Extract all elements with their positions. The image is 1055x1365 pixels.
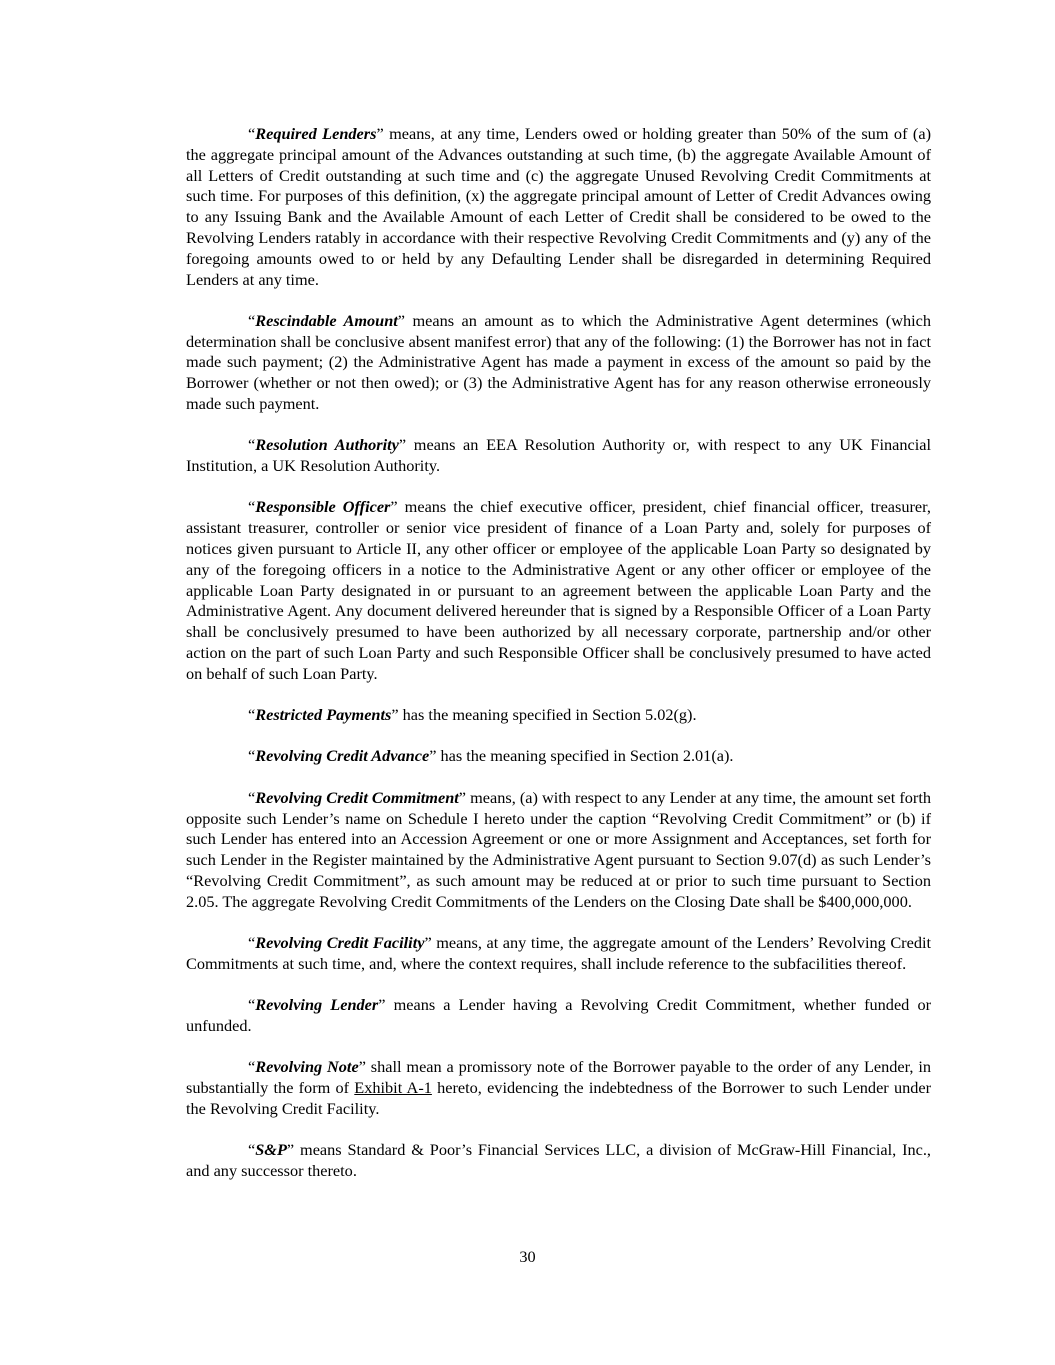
close-quote: ” [424,933,432,952]
definition-s-and-p [186,1140,931,1182]
definition-text: means, at any time, the aggregate amount of the Lenders’ Revolving Credit Commitments at such time, and, where the context requires, shall include reference to the subfacilities thereof. [186,933,932,973]
open-quote: “ [248,310,256,330]
defined-term: Responsible Officer [255,497,391,517]
definition-restricted-payments [186,705,931,726]
close-quote: ” [398,435,407,455]
open-quote: “ [248,1057,256,1077]
definition-text: means an EEA Resolution Authority or, with respect to any UK Financial Institution, a UK Resolution Authority. [186,435,932,476]
defined-term: Rescindable Amount [255,310,398,330]
defined-term: Revolving Note [255,1057,359,1077]
close-quote: ” [458,787,467,807]
definition-text: means, (a) with respect to any Lender at any time, the amount set forth opposite such Lender’s name on Schedule I hereto under the caption “Revolving Credit Commitment” or (b) if such Lender has entered into an Accession Agreement or one or more Assignment and Acceptances, set forth for such Lender in the Register maintained by the Administrative Agent pursuant to Section 9.07(d) as such Lender’s “Revolving Credit Commitment”, as such amount may be reduced at or prior to such time pursuant to Section 2.05. The aggregate Revolving Credit Commitments of the Lenders on the Closing Date shall be $400,000,000. [186,787,931,911]
definition-text: shall mean a promissory note of the Borrower payable to the order of any Lender, in substantially the form of [186,1057,931,1097]
page-number: 30 [519,1247,536,1266]
defined-term: Revolving Credit Advance [255,746,430,766]
close-quote: ” [397,310,406,330]
close-quote: ” [286,1140,295,1160]
open-quote: “ [248,497,256,517]
definition-revolving-note [186,1057,931,1119]
close-quote: ” [390,497,398,517]
definition-text-continued: hereto, evidencing the indebtedness of the Borrower to such Lender under the Revolving Credit Facility. [186,1077,932,1118]
open-quote: “ [248,995,256,1015]
definition-responsible-officer [186,497,931,684]
definition-text: means an amount as to which the Administrative Agent determines (which determination shall be conclusive absent manifest error) that any of the following: (1) the Borrower has not in fact made such payment; (2) the Administrative Agent has made a payment in excess of the amount so paid by the Borrower (whether or not then owed); or (3) the Administrative Agent has for any reason otherwise erroneously made such payment. [186,310,931,414]
defined-term: Restricted Payments [255,705,392,725]
close-quote: ” [358,1057,366,1077]
definition-rescindable-amount [186,311,931,415]
open-quote: “ [248,787,256,807]
defined-term: Resolution Authority [255,435,399,455]
definition-revolving-credit-advance [186,746,931,767]
open-quote: “ [248,705,256,725]
defined-term: Revolving Credit Commitment [255,787,459,807]
definition-revolving-credit-facility [186,933,931,975]
definition-revolving-lender [186,995,931,1037]
definition-text: means a Lender having a Revolving Credit Commitment, whether funded or unfunded. [186,995,932,1035]
open-quote: “ [248,124,256,143]
document-page [186,124,931,1202]
definition-text: means, at any time, Lenders owed or holding greater than 50% of the sum of (a) the aggregate principal amount of the Advances outstanding at such time, (b) the aggregate Available Amount of all Letters of Credit outstanding at such time and (c) the aggregate Unused Revolving Credit Commitments at such time. For purposes of this definition, (x) the aggregate principal amount of Letter of Credit Advances owing to any Issuing Bank and the Available Amount of each Letter of Credit shall be considered to be owed to the Revolving Lenders ratably in accordance with their respective Revolving Credit Commitments and (y) any of the foregoing amounts owed to or held by any Defaulting Lender shall be disregarded in determining Required Lenders at any time. [186,124,931,289]
close-quote: ” [391,705,399,725]
defined-term: Revolving Lender [255,995,379,1015]
close-quote: ” [429,746,437,766]
defined-term: Required Lenders [255,124,377,143]
close-quote: ” [378,995,386,1015]
definition-revolving-credit-commitment [186,788,931,913]
defined-term: S&P [255,1140,287,1160]
definition-required-lenders [186,124,931,290]
definition-text: has the meaning specified in Section 2.01(a). [436,746,734,766]
definition-text: means the chief executive officer, president, chief financial officer, treasurer, assistant treasurer, controller or senior vice president of finance of a Loan Party and, solely for purposes of notices given pursuant to Article II, any other officer or employee of the applicable Loan Party so designated by any of the foregoing officers in a notice to the Administrative Agent or any other officer or employee of the applicable Loan Party designated in or pursuant to an agreement between the applicable Loan Party and the Administrative Agent. Any document delivered hereunder that is signed by a Responsible Officer of a Loan Party shall be conclusively presumed to have been authorized by all necessary corporate, partnership and/or other action on the part of such Loan Party and such Responsible Officer shall be conclusively presumed to have acted on behalf of such Loan Party. [186,497,932,683]
exhibit-reference: Exhibit A-1 [354,1077,432,1097]
open-quote: “ [248,746,256,766]
defined-term: Revolving Credit Facility [255,933,425,952]
close-quote: ” [376,124,384,143]
definition-text: means Standard & Poor’s Financial Services LLC, a division of McGraw-Hill Financial, Inc., and any successor thereto. [186,1140,931,1180]
open-quote: “ [248,933,256,952]
definition-resolution-authority [186,435,931,477]
open-quote: “ [248,435,256,455]
open-quote: “ [248,1140,256,1160]
definition-text: has the meaning specified in Section 5.02(g). [398,705,697,725]
